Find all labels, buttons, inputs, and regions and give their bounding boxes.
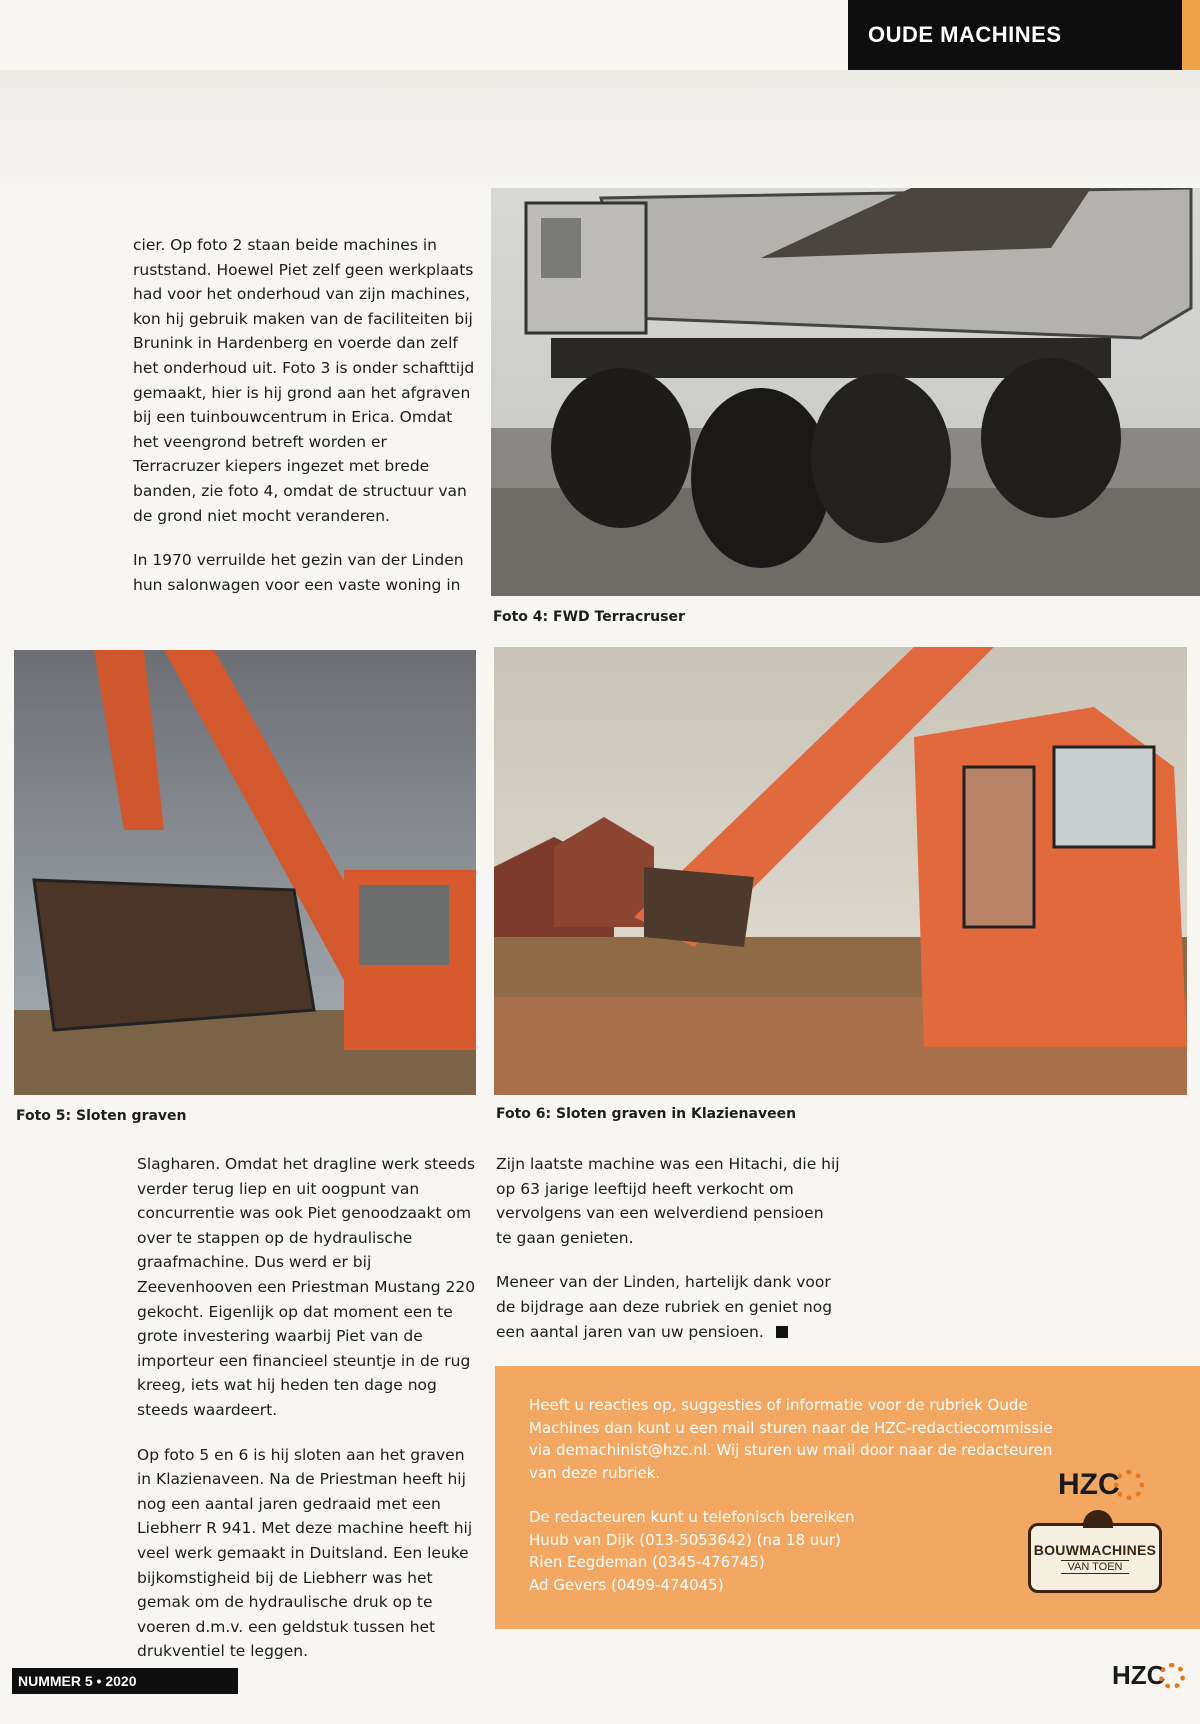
paragraph: Op foto 5 en 6 is hij sloten aan het graven in Klazienaveen. Na de Priestman heeft hij nog een aantal jaren gedraaid met een Liebherr R 941. Met deze machine heeft hij veel werk gemaakt in Duitsland. Een leuke bijkomstigheid bij de Liebherr was het gemak om de hydraulische druk op te voeren d.m.v. een geldstuk tussen het drukventiel te leggen. — [137, 1445, 473, 1661]
issue-number: NUMMER 5 • 2020 — [18, 1673, 137, 1689]
hzc-logo — [1058, 1468, 1144, 1502]
closing-text: Meneer van der Linden, hartelijk dank voor de bijdrage aan deze rubriek en geniet nog een aantal jaren van uw pensioen. — [496, 1273, 833, 1341]
info-text — [529, 1394, 1069, 1596]
header-accent-stripe — [1182, 0, 1200, 70]
photo-excavator-ditch — [14, 650, 476, 1095]
hzc-logo-text: HZC — [1058, 1468, 1120, 1501]
caption-foto6: Foto 6: Sloten graven in Klazienaveen — [496, 1106, 797, 1122]
paragraph: cier. Op foto 2 staan beide machines in ruststand. Hoewel Piet zelf geen werkplaats had voor het onderhoud van zijn machines, kon hij gebruik maken van de faciliteiten bij Brunink in Hardenberg en voerde dan zelf het onderhoud uit. Foto 3 is onder schafttijd gemaakt, hier is hij grond aan het afgraven bij een tuinbouwcentrum in Erica. Omdat het veengrond betreft worden er Terracruzer kiepers ingezet met brede banden, zie foto 4, omdat de structuur van de grond niet mocht veranderen. — [133, 236, 475, 525]
photo-excavator-klazienaveen — [494, 647, 1187, 1095]
section-header-tab — [848, 0, 1200, 70]
bouw-logo-line1: BOUWMACHINES — [1033, 1542, 1157, 1558]
bouwmachines-van-toen-logo — [1028, 1523, 1162, 1593]
footer-hzc-text: HZC — [1112, 1660, 1166, 1690]
text-column-top — [133, 233, 478, 617]
caption-foto5: Foto 5: Sloten graven — [16, 1108, 187, 1124]
caption-foto4: Foto 4: FWD Terracruser — [493, 609, 685, 625]
text-column-right — [496, 1152, 841, 1364]
contact-line: Rien Eegdeman (0345-476745) — [529, 1553, 765, 1571]
footer-issue-bar — [12, 1668, 238, 1694]
info-intro: Heeft u reacties op, suggesties of informatie voor de rubriek Oude Machines dan kunt u een mail sturen naar de HZC-redactiecommissie via demachinist@hzc.nl. Wij sturen uw mail door naar de redacteuren van deze rubriek. — [529, 1396, 1053, 1482]
contact-line: Huub van Dijk (013-5053642) (na 18 uur) — [529, 1530, 841, 1549]
end-of-article-mark — [776, 1326, 788, 1338]
contact-intro: De redacteuren kunt u telefonisch bereiken — [529, 1508, 855, 1526]
photo-terracruser — [491, 188, 1200, 596]
contact-line: Ad Gevers (0499-474045) — [529, 1575, 724, 1594]
bouw-logo-line2: VAN TOEN — [1061, 1560, 1128, 1574]
section-title: OUDE MACHINES — [868, 22, 1062, 47]
gear-icon — [1114, 1470, 1144, 1500]
faded-background-text-area — [0, 70, 1200, 190]
paragraph-closing — [496, 1270, 841, 1344]
paragraph: In 1970 verruilde het gezin van der Linden hun salonwagen voor een vaste woning in — [133, 551, 464, 594]
gear-icon — [1159, 1663, 1185, 1689]
footer-hzc-logo — [1112, 1660, 1185, 1691]
text-column-left — [137, 1152, 477, 1684]
paragraph: Zijn laatste machine was een Hitachi, die hij op 63 jarige leeftijd heeft verkocht om vervolgens van een welverdiend pensioen te gaan genieten. — [496, 1155, 840, 1247]
paragraph: Slagharen. Omdat het dragline werk steeds verder terug liep en uit oogpunt van concurrentie was ook Piet genoodzaakt om over te stappen op de hydraulische graafmachine. Dus werd er bij Zeevenhooven een Priestman Mustang 220 gekocht. Eigenlijk op dat moment een te grote investering waarbij Piet van de importeur een financieel steuntje in de rug kreeg, iets wat hij heden ten dage nog steeds waardeert. — [137, 1155, 476, 1419]
